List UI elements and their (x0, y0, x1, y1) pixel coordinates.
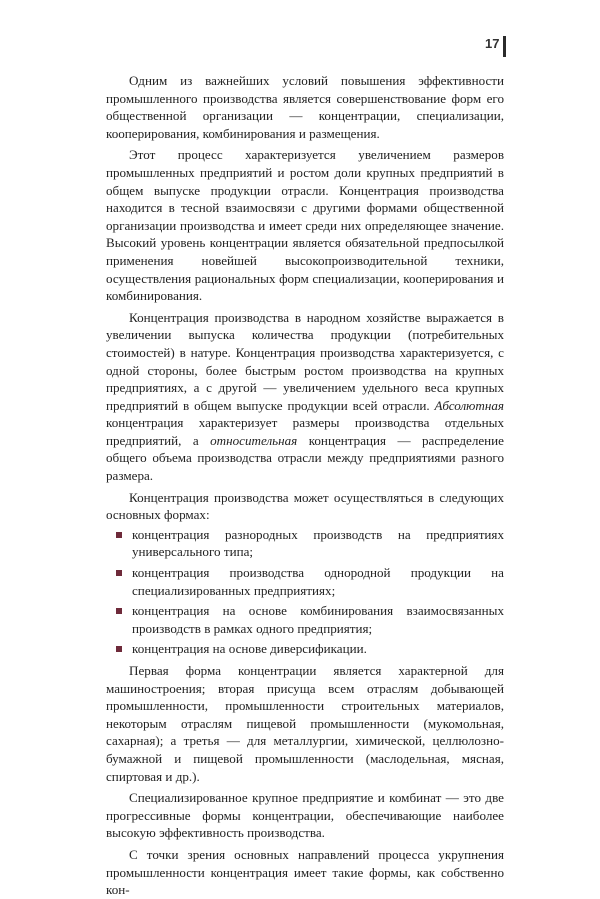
page-number: 17 (485, 36, 500, 51)
square-bullet-icon (116, 608, 122, 614)
term-relative: относительная (210, 432, 298, 448)
paragraph-2: Этот процесс характеризуется увеличением размеров промышленных предприятий и ростом доли крупных предприятий в общем выпуске продукции отрасли. Концентрация производства находится в тесной взаимосвязи с другими формами общественной организации производства и имеет среди них определяющее значение. Высокий уровень концентрации является обязательной предпосылкой применения новейшей высокопроизводительной техники, осуществления рациональных форм специализации, кооперирования и комбинирования. (106, 147, 504, 304)
list-item-text: концентрация на основе комбинирования взаимосвязанных производств в рамках одного предприятия; (132, 603, 504, 636)
square-bullet-icon (116, 646, 122, 652)
list-item-text: концентрация на основе диверсификации. (132, 641, 367, 657)
paragraph-3-text-b: концентрация характеризует размеры производства отдельных предприятий, а (106, 415, 504, 448)
forms-list (106, 526, 504, 658)
paragraph-6: Специализированное крупное предприятие и комбинат — это две прогрессивные формы концентрации, обеспечивающие наиболее высокую эффективность производства. (106, 790, 504, 841)
list-item (106, 602, 504, 637)
paragraph-5: Первая форма концентрации является характерной для машиностроения; вторая присуща всем отраслям добывающей промышленности, промышленности строительных материалов, некоторым отраслям пищевой промышленности (мукомольная, сахарная); а третья — для металлургии, химической, целлюлозно-бумажной и пищевой промышленности (маслодельная, мясная, спиртовая и др.). (106, 663, 504, 784)
list-item (106, 564, 504, 599)
list-item (106, 640, 504, 658)
page-body (106, 72, 504, 899)
square-bullet-icon (116, 532, 122, 538)
page-number-bar (503, 36, 506, 57)
paragraph-3-text-a: Концентрация производства в народном хозяйстве выражается в увеличении выпуска количества продукции (потребительных стоимостей) в натуре. Концентрация производства характеризуется, с одной стороны, более быстрым ростом производства на крупных предприятиях, а с другой — увеличением удельного веса крупных предприятий в общем выпуске продукции всей отрасли. (106, 309, 504, 413)
paragraph-3-text-c: концентрация — распределение общего объема производства отрасли между предприятиями разного размера. (106, 432, 504, 484)
paragraph-1: Одним из важнейших условий повышения эффективности промышленного производства является совершенствование форм его общественной организации — концентрации, специализации, кооперирования, комбинирования и размещения. (106, 73, 504, 141)
list-item-text: концентрация производства однородной продукции на специализированных предприятиях; (132, 565, 504, 598)
square-bullet-icon (116, 570, 122, 576)
list-item (106, 526, 504, 561)
paragraph-7: С точки зрения основных направлений процесса укрупнения промышленности концентрация имеет такие формы, как собственно кон- (106, 846, 504, 898)
paragraph-3 (106, 309, 504, 485)
paragraph-4: Концентрация производства может осуществляться в следующих основных формах: (106, 489, 504, 523)
term-absolute: Абсолютная (434, 397, 504, 413)
list-item-text: концентрация разнородных производств на предприятиях универсального типа; (132, 526, 504, 560)
